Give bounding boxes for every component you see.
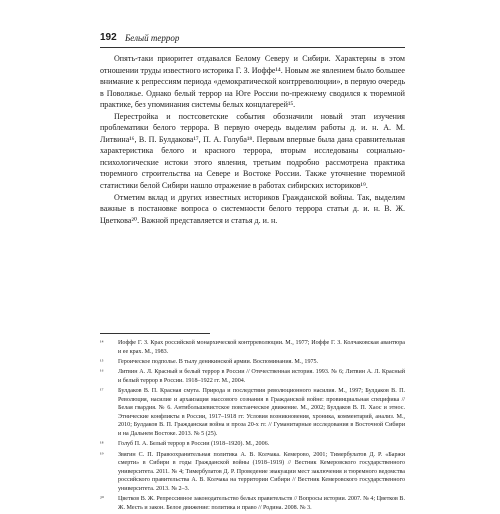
footnote [100, 358, 405, 367]
header-rule [100, 47, 405, 48]
footnote-text: Героическое подполье. В тылу деникинской армии. Воспоминания. М., 1975. [118, 358, 319, 365]
footnote [100, 339, 405, 356]
footnote-number: ¹⁷ [100, 388, 104, 395]
footnote [100, 440, 405, 449]
footnote-separator [100, 333, 210, 334]
footnote-text: Голуб П. А. Белый террор в России (1918–1920). М., 2006. [118, 441, 270, 448]
paragraph: Опять-таки приоритет отдавался Белому Северу и Сибири. Характерны в этом отношении труды известного историка Г. З. Иоффе¹⁴. Новым же явлением было большее внимание к репрессиям периода «демократической контрреволюции», в первую очередь в Поволжье. Однако белый террор на Юге России по-прежнему сводился к тюремной практике, без упоминания системы белых концлагерей¹⁵. [100, 54, 405, 110]
paragraph: Отметим вклад и других известных историков Гражданской войны. Так, выделим важные в постановке вопроса о системности белого террора статьи д. и. н. В. Ж. Цветкова²⁰. Важной представляется и статья д. и. н. [100, 192, 405, 225]
footnote-number: ¹⁶ [100, 369, 104, 376]
footnote-number: ¹⁸ [100, 441, 104, 448]
footnote-number: ¹⁴ [100, 340, 104, 346]
paragraph: Перестройка и постсоветские события обозначили новый этап изучения проблематики белого террора. В первую очередь выделим работы д. и. н. А. М. Литвина¹⁶, В. П. Булдакова¹⁷, П. А. Голуба¹⁸. Первым впервые была дана сравнительная характеристика белого и красного террора, вторым исследованы социально-психологические истоки этого явления, третьим подробно рассмотрена практика тюремного строительства на Севере и Востоке России. Также уточнение тюремной статистики белой Сибири нашло отражение в работах сибирских историков¹⁹. [100, 111, 405, 191]
footnote [100, 368, 405, 385]
footnote-number: ¹⁵ [100, 358, 104, 365]
page-header [100, 32, 405, 46]
footnote-text: Иоффе Г. З. Крах российской монархической контрреволюции. М., 1977; Иоффе Г. З. Колчаковская авантюра и ее крах. М., 1983. [118, 340, 405, 355]
footnote [100, 387, 405, 438]
running-title: Белый террор [125, 33, 180, 43]
footnotes [100, 339, 405, 514]
footnote-number: ¹⁹ [100, 451, 104, 458]
footnote-text: Литвин А. Л. Красный и белый террор в России // Отечественная история. 1993. № 6; Литвин А. Л. Красный и белый террор в России. 1918–1922 гг. М., 2004. [118, 369, 405, 384]
footnote [100, 495, 405, 512]
footnote-number: ²⁰ [100, 496, 104, 503]
footnote-text: Булдаков В. П. Красная смута. Природа и последствия революционного насилия. М., 1997; Булдаков В. П. Революция, насилие и архаизация массового сознания в Гражданской войне: провинциальная специфика // Белая гвардия. № 6. Антибольшевистское повстанческое движение. М., 2002; Булдаков В. П. Хаос и этнос. Этнические конфликты в России, 1917–1918 гг. Условия возникновения, хроника, комментарий, анализ. М., 2010; Булдаков В. П. Гражданская война и проза 20-х гг. // Гуманитарные исследования в Восточной Сибири и на Дальнем Востоке. 2013. № 5 (25). [118, 388, 405, 437]
footnote-text: Цветков В. Ж. Репрессивное законодательство белых правительств // Вопросы истории. 2007. № 4; Цветков В. Ж. Месть и закон. Белое движение: политика и право // Родина. 2008. № 3. [118, 496, 405, 511]
page-number: 192 [100, 32, 117, 43]
main-text [100, 53, 405, 226]
footnote-text: Звягин С. П. Правоохранительная политика А. В. Колчака. Кемерово, 2001; Тимербулатов Д. Р. «Баржи смерти» в Сибири в годы Гражданской войны (1918–1919) // Вестник Кемеровского государственного университета. 2011. № 4; Тимербулатов Д. Р. Проведение эвакуации мест заключения и тюремного ведомства российского правительства А. В. Колчака на территории Сибири // Вестник Кемеровского государственного университета. 2013. № 2–3. [118, 451, 405, 492]
footnote [100, 451, 405, 494]
